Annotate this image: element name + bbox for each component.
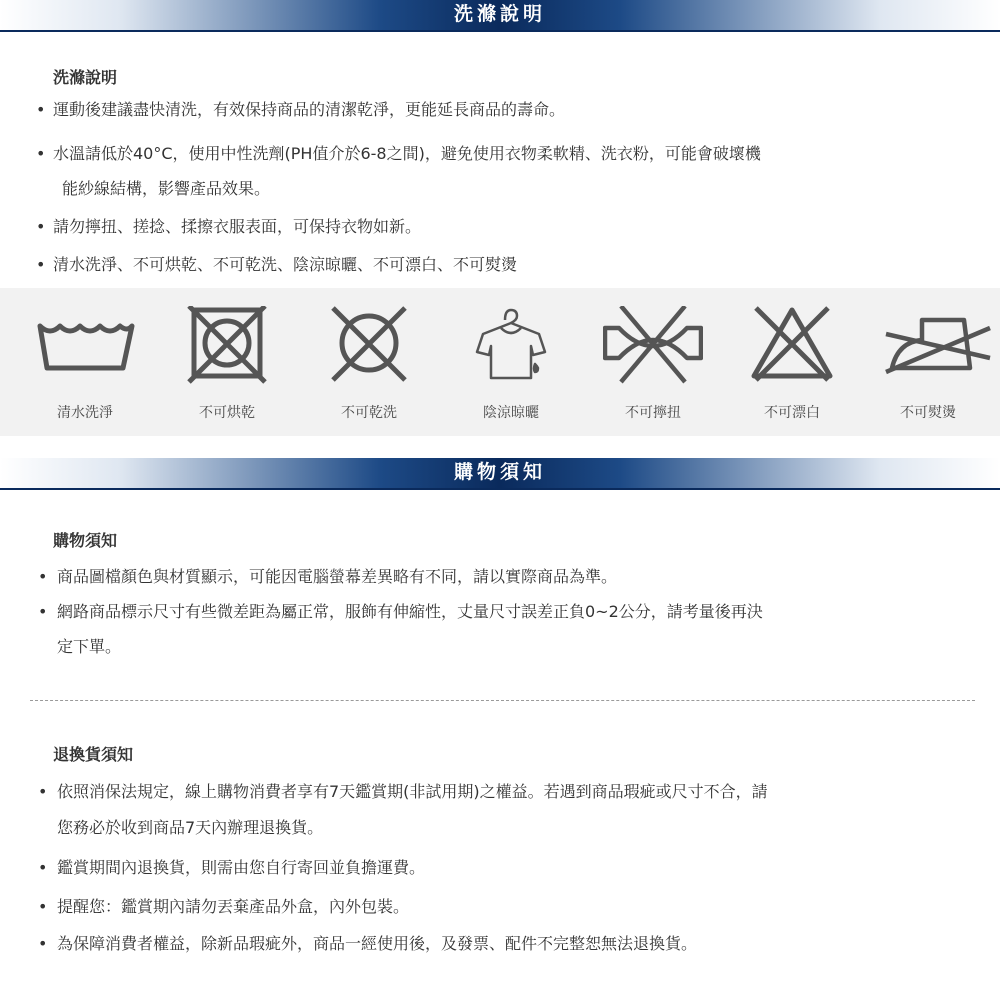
bullet-dot: •: [38, 567, 48, 586]
care-icon-label: 不可漂白: [764, 405, 820, 421]
washing-line-3: 請勿擰扭、搓捻、揉擦衣服表面，可保持衣物如新。: [53, 217, 422, 236]
return-line-2: 鑑賞期間內退換貨，則需由您自行寄回並負擔運費。: [57, 858, 426, 877]
return-line-4: 為保障消費者權益，除新品瑕疵外，商品一經使用後，及發票、配件不完整恕無法退換貨。: [57, 934, 698, 953]
washing-line-4: 清水洗淨、不可烘乾、不可乾洗、陰涼晾曬、不可漂白、不可熨燙: [53, 255, 518, 274]
washing-banner: [0, 0, 1000, 32]
bullet-dot: •: [36, 217, 46, 236]
care-icon-no-iron: [858, 288, 998, 436]
bullet-dot: •: [38, 897, 48, 916]
no-dry-clean-icon: [319, 306, 419, 386]
care-icons-strip: [0, 288, 1000, 436]
shade-dry-hanger-icon: [461, 306, 561, 386]
bullet-dot: •: [38, 602, 48, 621]
bullet-dot: •: [36, 144, 46, 163]
return-title: 退換貨須知: [53, 745, 134, 764]
care-icon-no-bleach: [722, 288, 862, 436]
washing-line-1: 運動後建議盡快清洗，有效保持商品的清潔乾淨，更能延長商品的壽命。: [53, 100, 566, 119]
care-icon-label: 不可熨燙: [900, 405, 956, 421]
care-icon-label: 不可烘乾: [199, 405, 255, 421]
shopping-line-2-cont: 定下單。: [57, 637, 122, 656]
care-icon-shade-dry: [441, 288, 581, 436]
bullet-dot: •: [38, 934, 48, 953]
care-icon-label: 陰涼晾曬: [483, 405, 539, 421]
section-divider: [30, 700, 975, 701]
return-line-1: 依照消保法規定，線上購物消費者享有7天鑑賞期(非試用期)之權益。若遇到商品瑕疵或尺寸不合，請: [57, 782, 768, 801]
shopping-line-1: 商品圖檔顏色與材質顯示，可能因電腦螢幕差異略有不同，請以實際商品為準。: [57, 567, 618, 586]
shopping-banner-title: 購物須知: [453, 461, 547, 483]
no-tumble-dry-icon: [177, 306, 277, 386]
bullet-dot: •: [38, 782, 48, 801]
care-icon-label: 清水洗淨: [57, 405, 113, 421]
return-line-3: 提醒您：鑑賞期內請勿丟棄產品外盒，內外包裝。: [57, 897, 410, 916]
care-icon-wash: [15, 288, 155, 436]
shopping-line-2: 網路商品標示尺寸有些微差距為屬正常，服飾有伸縮性，丈量尺寸誤差正負0~2公分，請考量後再決: [57, 602, 763, 621]
bullet-dot: •: [38, 858, 48, 877]
washing-title: 洗滌說明: [53, 68, 118, 87]
no-wring-icon: [603, 306, 703, 386]
care-icon-no-dry-clean: [299, 288, 439, 436]
bullet-dot: •: [36, 100, 46, 119]
care-icon-no-tumble-dry: [157, 288, 297, 436]
shopping-banner: [0, 458, 1000, 490]
no-iron-icon: [878, 306, 998, 386]
no-bleach-icon: [742, 306, 842, 386]
care-icon-no-wring: [583, 288, 723, 436]
return-line-1-cont: 您務必於收到商品7天內辦理退換貨。: [57, 818, 324, 837]
wash-tub-icon: [35, 306, 135, 386]
washing-line-2-cont: 能紗線結構，影響產品效果。: [62, 179, 271, 198]
bullet-dot: •: [36, 255, 46, 274]
washing-line-2: 水溫請低於40°C，使用中性洗劑(PH值介於6-8之間)，避免使用衣物柔軟精、洗衣粉，可能會破壞機: [53, 144, 761, 163]
care-icon-label: 不可擰扭: [625, 405, 681, 421]
care-icon-label: 不可乾洗: [341, 405, 397, 421]
washing-banner-title: 洗滌說明: [453, 3, 547, 25]
shopping-title: 購物須知: [53, 531, 118, 550]
